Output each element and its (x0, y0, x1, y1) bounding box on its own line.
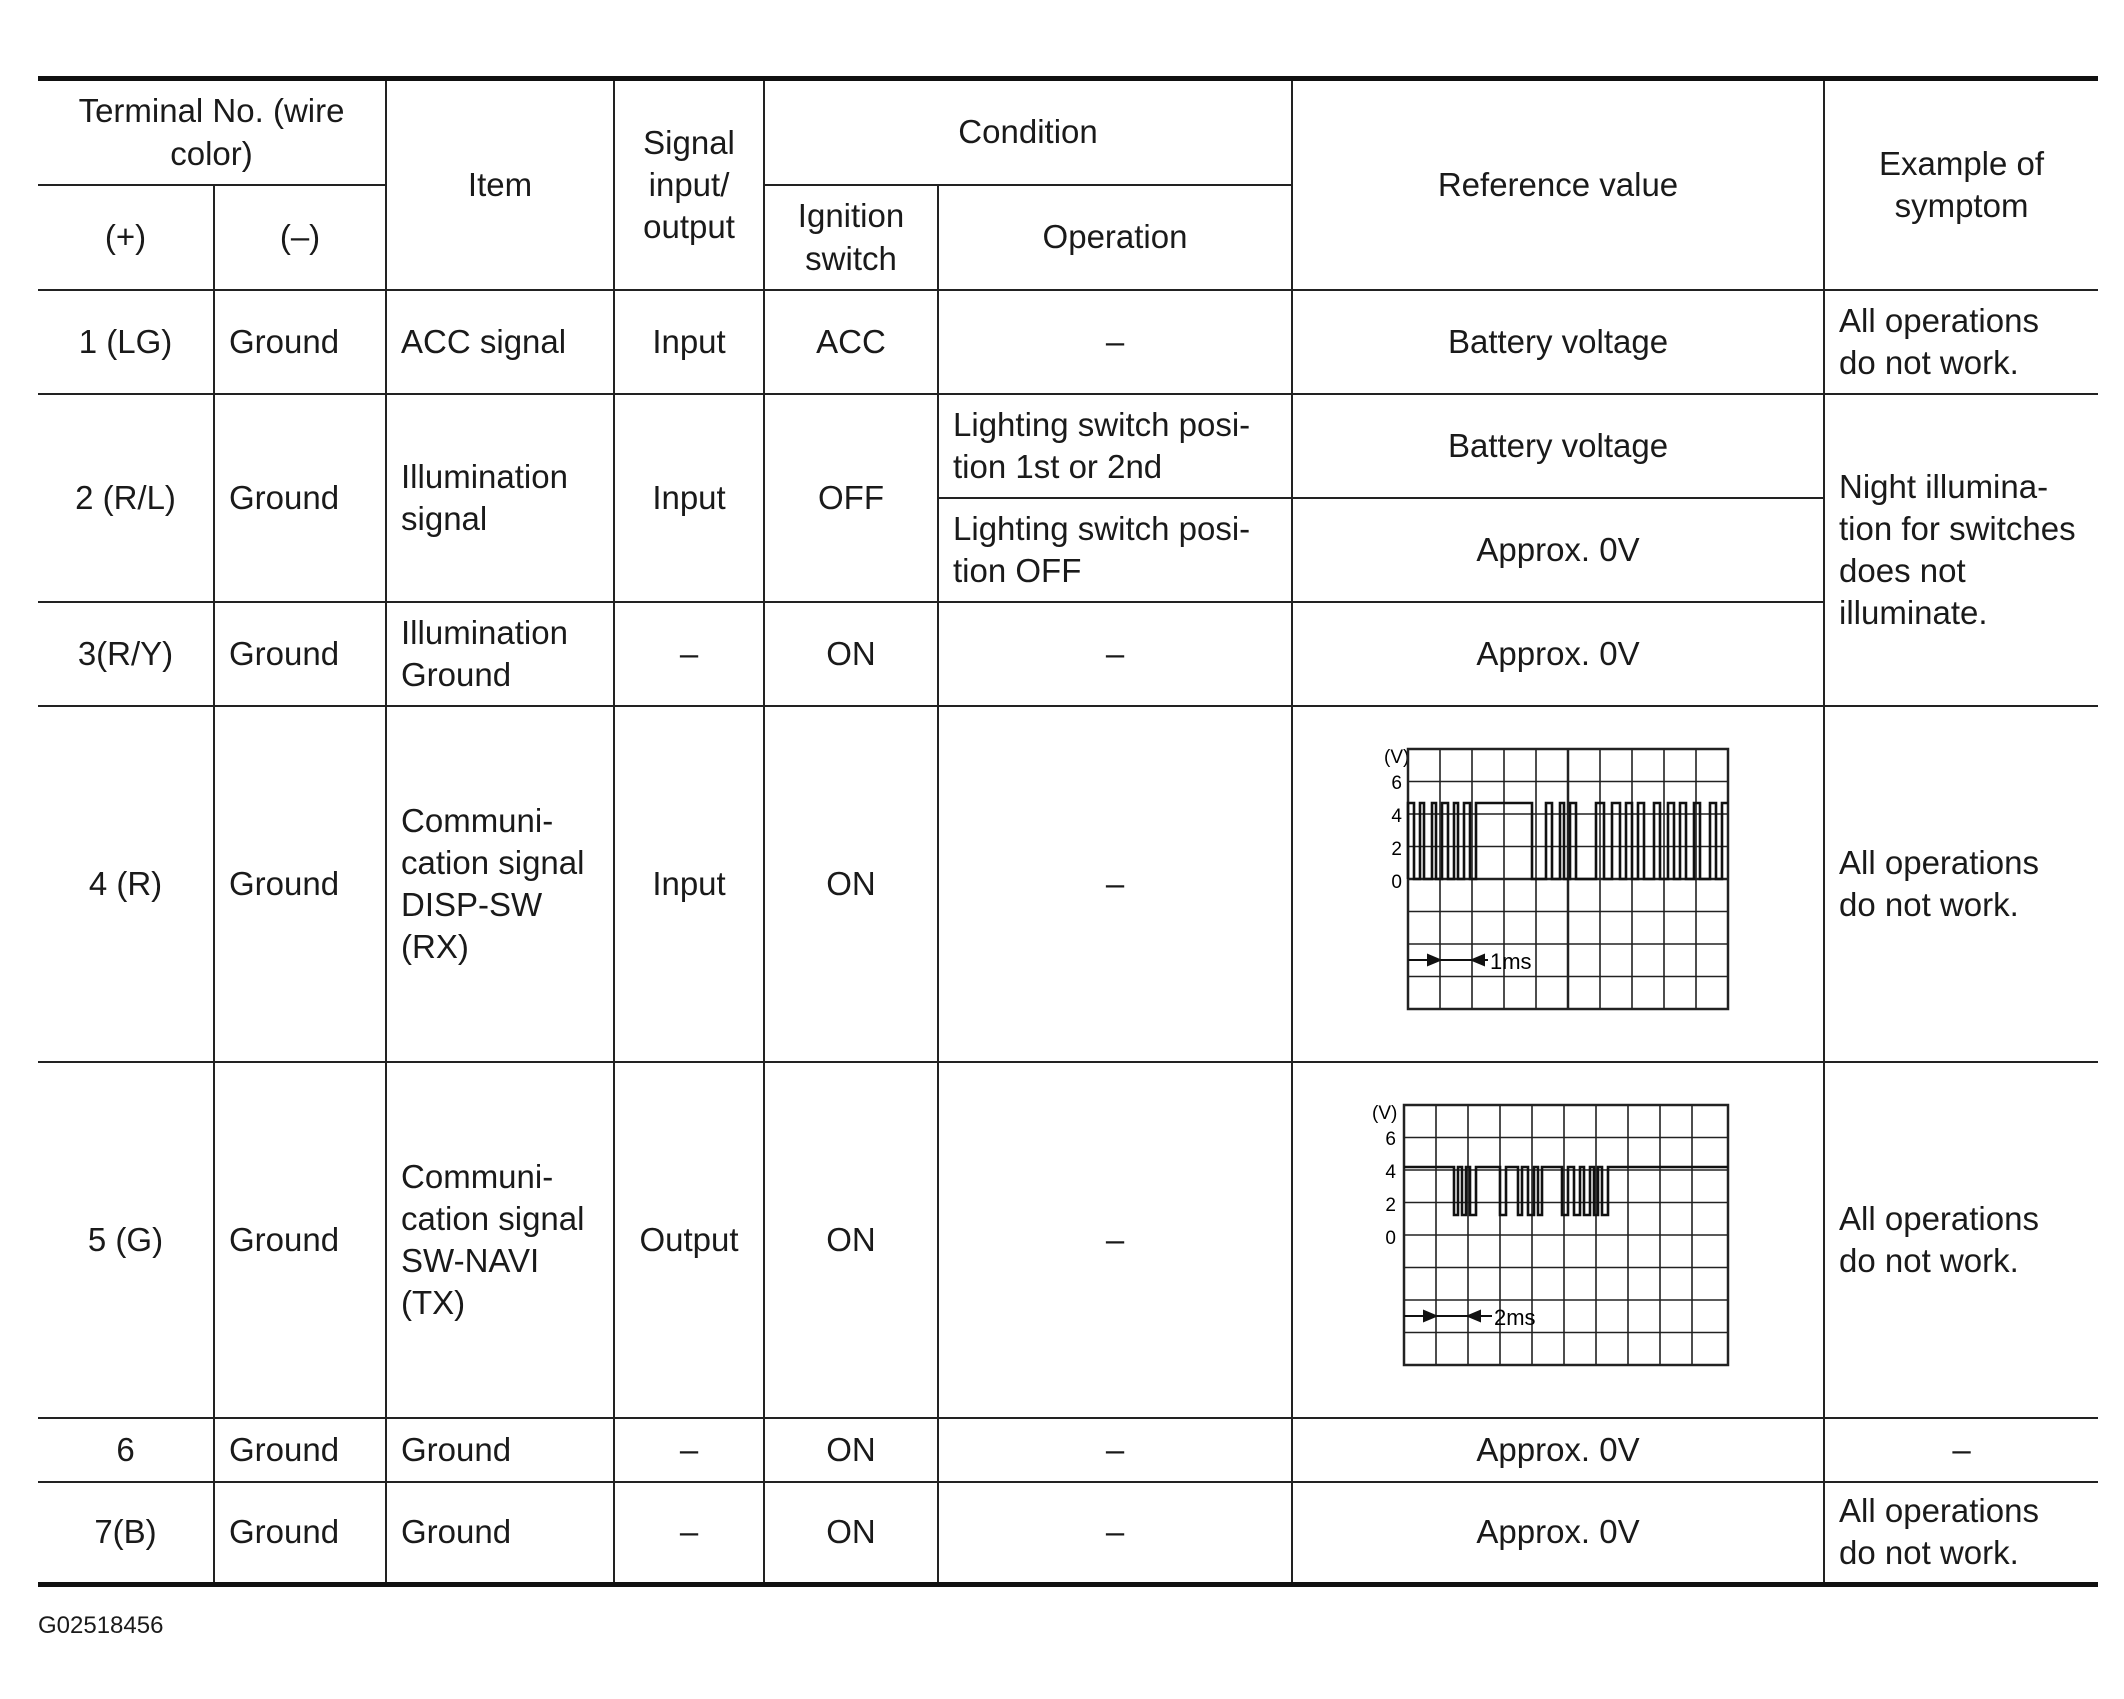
table-row (38, 602, 2098, 706)
cell-minus: Ground (214, 1418, 386, 1482)
cell-example: All operations do not work. (1824, 290, 2098, 394)
scope-time-marker (1408, 955, 1488, 965)
cell-example: All operations do not work. (1824, 1482, 2098, 1584)
cell-minus: Ground (214, 602, 386, 706)
cell-ignition: ON (764, 1062, 938, 1418)
scope-tick: 0 (1385, 1228, 1397, 1249)
table-row (38, 1482, 2098, 1584)
cell-operation: – (938, 706, 1292, 1062)
cell-signal: – (614, 602, 764, 706)
cell-item: Ground (386, 1418, 614, 1482)
cell-reference-scope (1292, 1062, 1824, 1418)
cell-plus: 5 (G) (38, 1062, 214, 1418)
cell-reference-scope (1292, 706, 1824, 1062)
cell-operation: – (938, 290, 1292, 394)
cell-operation: – (938, 1418, 1292, 1482)
cell-reference: Approx. 0V (1292, 1418, 1824, 1482)
cell-plus: 6 (38, 1418, 214, 1482)
scope-tick: 0 (1391, 872, 1403, 893)
cell-minus: Ground (214, 706, 386, 1062)
oscilloscope-tx (1348, 1095, 1768, 1385)
cell-ignition: ON (764, 602, 938, 706)
cell-signal: – (614, 1418, 764, 1482)
cell-ignition: ON (764, 706, 938, 1062)
cell-reference: Approx. 0V (1292, 1482, 1824, 1584)
cell-reference: Approx. 0V (1292, 602, 1824, 706)
scope-tick: 4 (1385, 1162, 1397, 1183)
cell-example: All operations do not work. (1824, 1062, 2098, 1418)
cell-plus: 4 (R) (38, 706, 214, 1062)
cell-example: Night illumina- tion for switches does not illuminate. (1824, 394, 2098, 706)
cell-plus: 1 (LG) (38, 290, 214, 394)
cell-item: Illumination Ground (386, 602, 614, 706)
cell-ignition: OFF (764, 394, 938, 602)
scope-tick: 6 (1385, 1129, 1397, 1150)
header-item: Item (386, 79, 614, 291)
scope-tick: 2 (1391, 839, 1403, 860)
cell-item: Ground (386, 1482, 614, 1584)
cell-plus: 2 (R/L) (38, 394, 214, 602)
cell-signal: Input (614, 290, 764, 394)
cell-signal: Output (614, 1062, 764, 1418)
scope-unit: (V) (1372, 1103, 1398, 1124)
figure-code: G02518456 (38, 1612, 164, 1639)
scope-tick: 4 (1391, 806, 1403, 827)
scope-time-label: 1ms (1490, 949, 1532, 974)
cell-signal: Input (614, 706, 764, 1062)
table-row (38, 706, 2098, 1062)
cell-reference: Battery voltage (1292, 290, 1824, 394)
cell-operation: – (938, 1482, 1292, 1584)
cell-example: All operations do not work. (1824, 706, 2098, 1062)
terminal-table (38, 76, 2098, 1587)
cell-operation: – (938, 1062, 1292, 1418)
scope-time-label: 2ms (1494, 1305, 1536, 1330)
scope-unit: (V) (1384, 747, 1410, 768)
cell-minus: Ground (214, 290, 386, 394)
table-row (38, 1418, 2098, 1482)
header-operation: Operation (938, 185, 1292, 290)
scope-time-marker (1404, 1311, 1492, 1321)
scope-tick: 2 (1385, 1195, 1397, 1216)
header-terminal-no: Terminal No. (wire color) (38, 79, 386, 186)
scope-grid (1404, 1105, 1728, 1365)
cell-minus: Ground (214, 1482, 386, 1584)
header-example: Example of symptom (1824, 79, 2098, 291)
cell-ignition: ACC (764, 290, 938, 394)
table-row (38, 394, 2098, 498)
header-ignition: Ignition switch (764, 185, 938, 290)
cell-reference: Approx. 0V (1292, 498, 1824, 602)
cell-example: – (1824, 1418, 2098, 1482)
cell-item: ACC signal (386, 290, 614, 394)
cell-signal: – (614, 1482, 764, 1584)
oscilloscope-rx (1348, 739, 1768, 1029)
cell-ignition: ON (764, 1482, 938, 1584)
cell-item: Communi- cation signal DISP-SW (RX) (386, 706, 614, 1062)
cell-operation: Lighting switch posi- tion OFF (938, 498, 1292, 602)
cell-reference: Battery voltage (1292, 394, 1824, 498)
header-reference: Reference value (1292, 79, 1824, 291)
cell-operation: – (938, 602, 1292, 706)
cell-item: Communi- cation signal SW-NAVI (TX) (386, 1062, 614, 1418)
header-minus: (–) (214, 185, 386, 290)
header-signal: Signal input/ output (614, 79, 764, 291)
header-plus: (+) (38, 185, 214, 290)
cell-minus: Ground (214, 394, 386, 602)
table-row (38, 1062, 2098, 1418)
header-condition: Condition (764, 79, 1292, 186)
table-row (38, 290, 2098, 394)
cell-item: Illumination signal (386, 394, 614, 602)
cell-signal: Input (614, 394, 764, 602)
cell-operation: Lighting switch posi- tion 1st or 2nd (938, 394, 1292, 498)
scope-trace (1404, 1167, 1728, 1215)
cell-minus: Ground (214, 1062, 386, 1418)
cell-ignition: ON (764, 1418, 938, 1482)
scope-tick: 6 (1391, 773, 1403, 794)
cell-plus: 3(R/Y) (38, 602, 214, 706)
cell-plus: 7(B) (38, 1482, 214, 1584)
